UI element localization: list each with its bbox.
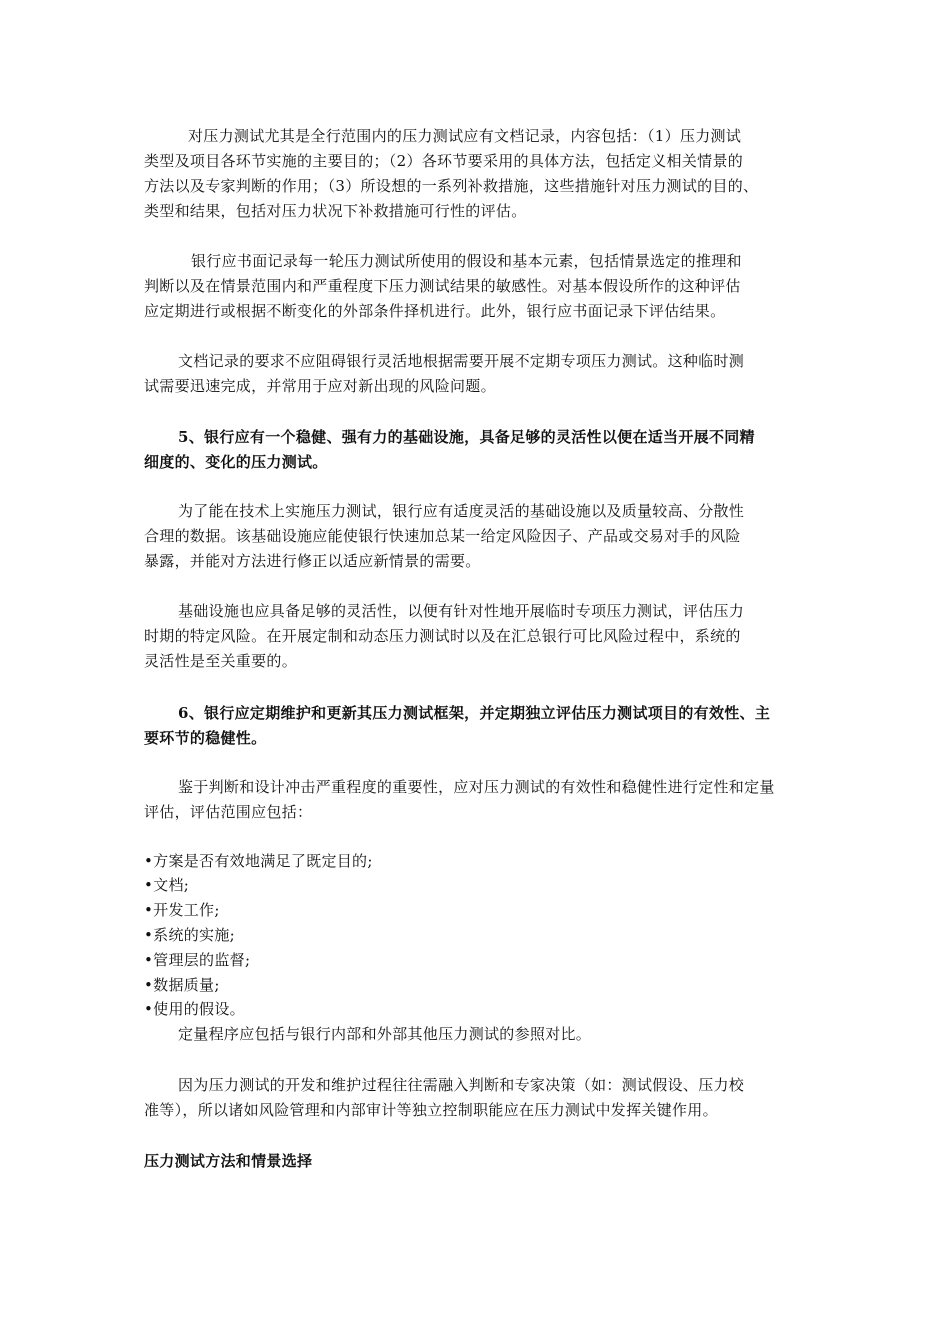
heading-6-line-1: 6、银行应定期维护和更新其压力测试框架，并定期独立评估压力测试项目的有效性、主 <box>178 704 771 722</box>
paragraph-5-line-2: 时期的特定风险。在开展定制和动态压力测试时以及在汇总银行可比风险过程中，系统的 <box>144 627 741 645</box>
bullet-item: •开发工作; <box>144 901 220 919</box>
heading-5-line-1: 5、银行应有一个稳健、强有力的基础设施，具备足够的灵活性以便在适当开展不同精 <box>178 428 755 446</box>
paragraph-1-line-4: 类型和结果，包括对压力状况下补救措施可行性的评估。 <box>144 202 527 220</box>
paragraph-5-line-3: 灵活性是至关重要的。 <box>144 652 298 670</box>
paragraph-1-line-2: 类型及项目各环节实施的主要目的；（2）各环节要采用的具体方法，包括定义相关情景的 <box>144 152 744 170</box>
paragraph-1-line-1: 对压力测试尤其是全行范围内的压力测试应有文档记录，内容包括：（1）压力测试 <box>188 127 742 145</box>
paragraph-4-line-2: 合理的数据。该基础设施应能使银行快速加总某一给定风险因子、产品或交易对手的风险 <box>144 527 741 545</box>
paragraph-6-line-2: 评估，评估范围应包括： <box>144 803 313 821</box>
bullet-item: •系统的实施; <box>144 926 236 944</box>
bullet-item: •管理层的监督; <box>144 951 251 969</box>
paragraph-7: 定量程序应包括与银行内部和外部其他压力测试的参照对比。 <box>178 1025 592 1043</box>
paragraph-2-line-3: 应定期进行或根据不断变化的外部条件择机进行。此外，银行应书面记录下评估结果。 <box>144 302 726 320</box>
paragraph-5-line-1: 基础设施也应具备足够的灵活性，以便有针对性地开展临时专项压力测试，评估压力 <box>178 602 745 620</box>
heading-5-line-2: 细度的、变化的压力测试。 <box>144 453 328 471</box>
paragraph-2-line-1: 银行应书面记录每一轮压力测试所使用的假设和基本元素，包括情景选定的推理和 <box>191 252 742 270</box>
bullet-item: •文档; <box>144 876 190 894</box>
paragraph-6-line-1: 鉴于判断和设计冲击严重程度的重要性，应对压力测试的有效性和稳健性进行定性和定量 <box>178 778 775 796</box>
paragraph-1-line-3: 方法以及专家判断的作用；（3）所设想的一系列补救措施，这些措施针对压力测试的目的、 <box>144 177 759 195</box>
paragraph-4-line-3: 暴露，并能对方法进行修正以适应新情景的需要。 <box>144 552 481 570</box>
section-heading: 压力测试方法和情景选择 <box>144 1152 313 1170</box>
paragraph-3-line-1: 文档记录的要求不应阻碍银行灵活地根据需要开展不定期专项压力测试。这种临时测 <box>178 352 745 370</box>
heading-6-line-2: 要环节的稳健性。 <box>144 729 267 747</box>
paragraph-4-line-1: 为了能在技术上实施压力测试，银行应有适度灵活的基础设施以及质量较高、分散性 <box>178 502 745 520</box>
paragraph-2-line-2: 判断以及在情景范围内和严重程度下压力测试结果的敏感性。对基本假设所作的这种评估 <box>144 277 741 295</box>
paragraph-8-line-2: 准等），所以诸如风险管理和内部审计等独立控制职能应在压力测试中发挥关键作用。 <box>144 1101 718 1119</box>
bullet-item: •数据质量; <box>144 976 220 994</box>
paragraph-3-line-2: 试需要迅速完成，并常用于应对新出现的风险问题。 <box>144 377 496 395</box>
bullet-item: •方案是否有效地满足了既定目的; <box>144 852 373 870</box>
paragraph-8-line-1: 因为压力测试的开发和维护过程往往需融入判断和专家决策（如：测试假设、压力校 <box>178 1076 745 1094</box>
bullet-item: •使用的假设。 <box>144 1000 245 1018</box>
